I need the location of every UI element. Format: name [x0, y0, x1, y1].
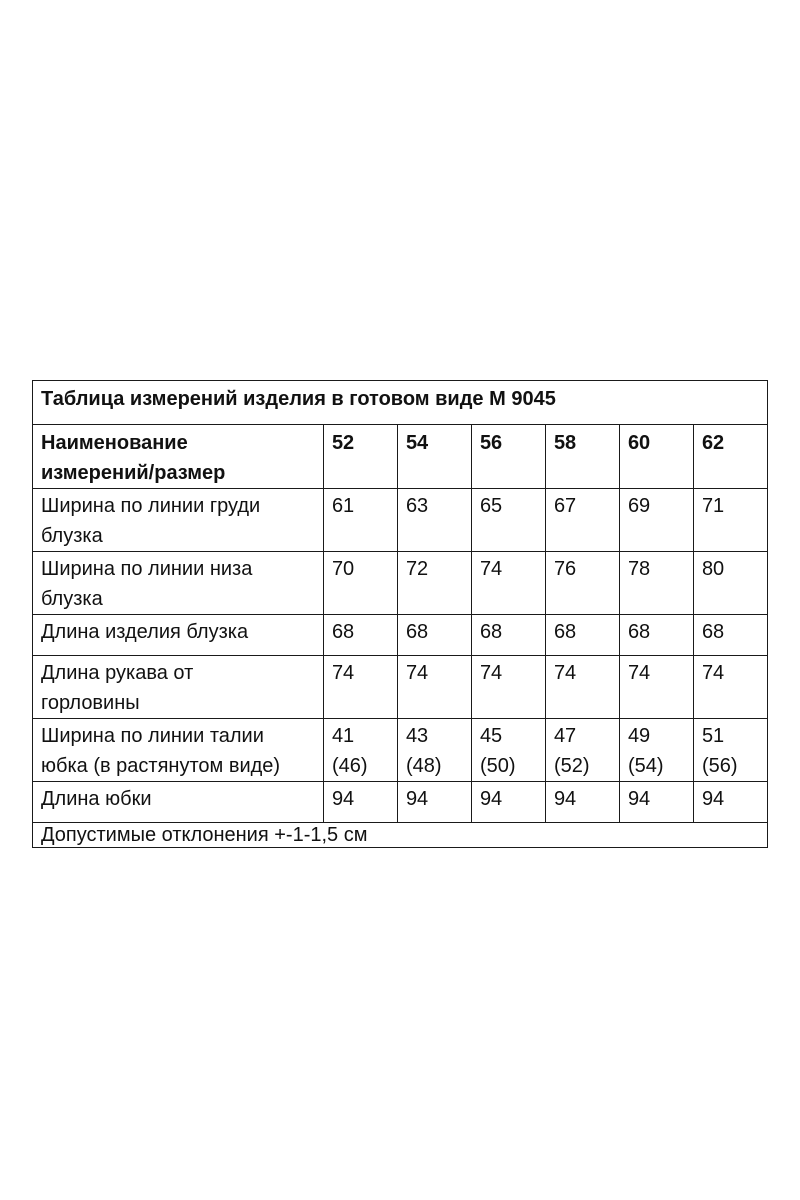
header-size-58: 58: [545, 425, 619, 489]
table-header-row: [33, 425, 768, 489]
table-cell: 94: [323, 782, 397, 823]
measurement-sheet: [32, 380, 768, 848]
row-label-line2: блузка: [41, 525, 103, 547]
table-cell: 74: [397, 656, 471, 719]
header-size-52: 52: [323, 425, 397, 489]
header-size-60: 60: [619, 425, 693, 489]
table-row: [33, 489, 768, 552]
row-label-line1: Ширина по линии низа: [41, 558, 253, 580]
table-cell: 68: [545, 615, 619, 656]
cell-value: 41: [331, 725, 355, 747]
header-name-cell: [33, 425, 324, 489]
table-cell: [545, 719, 619, 782]
tolerance-note-row: [33, 823, 768, 848]
cell-value: 43: [405, 725, 429, 747]
row-label-line2: юбка (в растянутом виде): [41, 755, 281, 777]
header-size-54: 54: [397, 425, 471, 489]
table-cell: [471, 719, 545, 782]
table-title-row: [33, 381, 768, 425]
table-cell: 68: [619, 615, 693, 656]
table-cell: 74: [471, 552, 545, 615]
row-label: [33, 552, 324, 615]
table-cell: 74: [471, 656, 545, 719]
table-cell: 63: [397, 489, 471, 552]
cell-value: 51: [701, 725, 725, 747]
header-name-line1: Наименование: [41, 432, 188, 454]
table-row: [33, 552, 768, 615]
row-label-line1: Длина рукава от: [41, 662, 194, 684]
row-label: [33, 656, 324, 719]
row-label-line2: горловины: [41, 692, 140, 714]
cell-value-stretched: (52): [553, 755, 590, 777]
table-row: [33, 782, 768, 823]
cell-value: 49: [627, 725, 651, 747]
row-label: [33, 489, 324, 552]
table-row: [33, 719, 768, 782]
table-cell: 94: [471, 782, 545, 823]
table-cell: 74: [323, 656, 397, 719]
tolerance-note: Допустимые отклонения +-1-1,5 см: [33, 823, 768, 848]
cell-value: 45: [479, 725, 503, 747]
table-cell: 74: [693, 656, 767, 719]
table-row: [33, 656, 768, 719]
table-cell: 68: [323, 615, 397, 656]
table-cell: 65: [471, 489, 545, 552]
measurement-table: [32, 380, 768, 848]
table-row: [33, 615, 768, 656]
table-cell: 76: [545, 552, 619, 615]
cell-value: 47: [553, 725, 577, 747]
table-cell: [693, 719, 767, 782]
table-title: Таблица измерений изделия в готовом виде М 9045: [33, 381, 768, 425]
header-size-62: 62: [693, 425, 767, 489]
table-cell: 68: [471, 615, 545, 656]
cell-value-stretched: (54): [627, 755, 664, 777]
header-name-line2: измерений/размер: [41, 462, 226, 484]
table-cell: 94: [619, 782, 693, 823]
table-cell: 67: [545, 489, 619, 552]
table-cell: 94: [397, 782, 471, 823]
table-cell: 68: [693, 615, 767, 656]
table-cell: 72: [397, 552, 471, 615]
row-label-line1: Ширина по линии груди: [41, 495, 261, 517]
row-label: Длина юбки: [33, 782, 324, 823]
table-cell: 61: [323, 489, 397, 552]
row-label: Длина изделия блузка: [33, 615, 324, 656]
table-cell: [397, 719, 471, 782]
cell-value-stretched: (56): [701, 755, 738, 777]
cell-value-stretched: (48): [405, 755, 442, 777]
table-cell: [323, 719, 397, 782]
table-cell: 71: [693, 489, 767, 552]
table-cell: 68: [397, 615, 471, 656]
table-cell: 78: [619, 552, 693, 615]
cell-value-stretched: (50): [479, 755, 516, 777]
row-label-line1: Ширина по линии талии: [41, 725, 264, 747]
row-label-line2: блузка: [41, 588, 103, 610]
table-cell: 94: [693, 782, 767, 823]
row-label: [33, 719, 324, 782]
header-size-56: 56: [471, 425, 545, 489]
table-cell: 69: [619, 489, 693, 552]
table-cell: 74: [545, 656, 619, 719]
table-cell: 80: [693, 552, 767, 615]
table-cell: 74: [619, 656, 693, 719]
table-cell: 94: [545, 782, 619, 823]
table-cell: 70: [323, 552, 397, 615]
table-cell: [619, 719, 693, 782]
cell-value-stretched: (46): [331, 755, 368, 777]
